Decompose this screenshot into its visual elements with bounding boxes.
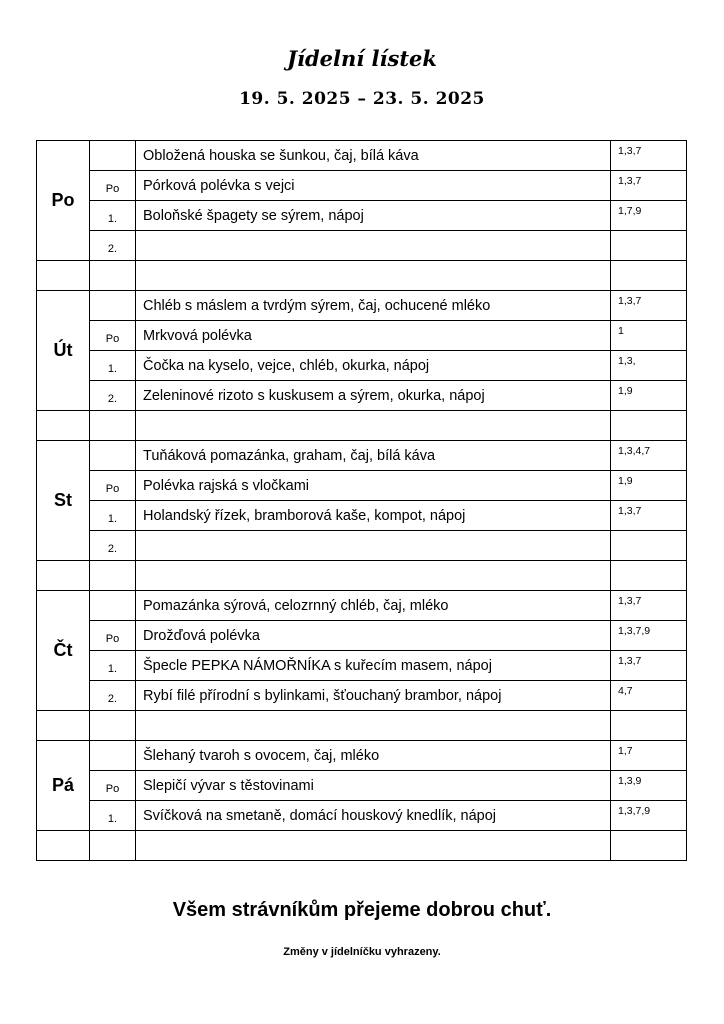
meal-type: 1.	[90, 501, 136, 531]
empty-cell	[37, 411, 90, 441]
meal-type: 1.	[90, 351, 136, 381]
allergens: 1,3,7,9	[611, 801, 687, 831]
meal-type: Po	[90, 771, 136, 801]
day-label: St	[37, 441, 90, 561]
meal-type: Po	[90, 321, 136, 351]
empty-cell	[37, 711, 90, 741]
meal-type: Po	[90, 621, 136, 651]
meal-type	[90, 441, 136, 471]
date-range: 19. 5. 2025 – 23. 5. 2025	[239, 89, 485, 109]
allergens: 1,3,9	[611, 771, 687, 801]
meal-type: 1.	[90, 651, 136, 681]
menu-title: Jídelní lístek	[287, 46, 437, 71]
allergens: 1,3,7,9	[611, 621, 687, 651]
dish-name: Mrkvová polévka	[136, 321, 611, 351]
dish-name: Polévka rajská s vločkami	[136, 471, 611, 501]
table-row	[37, 381, 687, 411]
allergens: 1,3,7	[611, 291, 687, 321]
menu-table-body	[37, 141, 687, 861]
meal-type: 1.	[90, 201, 136, 231]
allergens	[611, 531, 687, 561]
meal-type: 2.	[90, 231, 136, 261]
table-row	[37, 171, 687, 201]
table-row	[37, 351, 687, 381]
allergens: 1	[611, 321, 687, 351]
empty-cell	[90, 411, 136, 441]
allergens: 1,3,7	[611, 501, 687, 531]
empty-cell	[37, 561, 90, 591]
meal-type: 2.	[90, 531, 136, 561]
meal-type: 2.	[90, 681, 136, 711]
allergens: 1,7	[611, 741, 687, 771]
table-row	[37, 201, 687, 231]
meal-type	[90, 591, 136, 621]
allergens: 1,3,7	[611, 171, 687, 201]
table-row	[37, 441, 687, 471]
table-row	[37, 621, 687, 651]
dish-name: Pórková polévka s vejci	[136, 171, 611, 201]
empty-cell	[611, 261, 687, 291]
table-row	[37, 501, 687, 531]
table-row	[37, 531, 687, 561]
separator-row	[37, 261, 687, 291]
empty-cell	[37, 261, 90, 291]
table-row	[37, 321, 687, 351]
separator-row	[37, 711, 687, 741]
empty-cell	[90, 711, 136, 741]
closing-wish: Všem strávníkům přejeme dobrou chuť.	[172, 899, 552, 921]
empty-cell	[136, 711, 611, 741]
day-label: Po	[37, 141, 90, 261]
allergens: 1,3,	[611, 351, 687, 381]
dish-name: Svíčková na smetaně, domácí houskový knedlík, nápoj	[136, 801, 611, 831]
table-row	[37, 231, 687, 261]
dish-name: Chléb s máslem a tvrdým sýrem, čaj, ochucené mléko	[136, 291, 611, 321]
meal-type: Po	[90, 171, 136, 201]
meal-type: 1.	[90, 801, 136, 831]
meal-type	[90, 741, 136, 771]
changes-note: Změny v jídelníčku vyhrazeny.	[283, 946, 441, 958]
table-row	[37, 291, 687, 321]
table-row	[37, 801, 687, 831]
allergens: 4,7	[611, 681, 687, 711]
empty-cell	[37, 831, 90, 861]
separator-row	[37, 561, 687, 591]
day-label: Pá	[37, 741, 90, 831]
empty-cell	[136, 261, 611, 291]
allergens: 1,3,7	[611, 651, 687, 681]
allergens: 1,3,7	[611, 591, 687, 621]
allergens: 1,9	[611, 381, 687, 411]
separator-row	[37, 411, 687, 441]
empty-cell	[611, 561, 687, 591]
table-row	[37, 141, 687, 171]
day-label: Út	[37, 291, 90, 411]
meal-type: Po	[90, 471, 136, 501]
meal-type	[90, 141, 136, 171]
table-row	[37, 591, 687, 621]
dish-name: Pomazánka sýrová, celozrnný chléb, čaj, mléko	[136, 591, 611, 621]
table-row	[37, 651, 687, 681]
allergens: 1,9	[611, 471, 687, 501]
dish-name	[136, 231, 611, 261]
meal-type	[90, 291, 136, 321]
allergens: 1,3,7	[611, 141, 687, 171]
empty-cell	[136, 411, 611, 441]
empty-cell	[90, 561, 136, 591]
day-label: Čt	[37, 591, 90, 711]
meal-type: 2.	[90, 381, 136, 411]
table-row	[37, 771, 687, 801]
table-row	[37, 681, 687, 711]
empty-cell	[90, 261, 136, 291]
allergens: 1,7,9	[611, 201, 687, 231]
empty-cell	[90, 831, 136, 861]
allergens: 1,3,4,7	[611, 441, 687, 471]
dish-name: Zeleninové rizoto s kuskusem a sýrem, okurka, nápoj	[136, 381, 611, 411]
dish-name: Rybí filé přírodní s bylinkami, šťouchaný brambor, nápoj	[136, 681, 611, 711]
dish-name: Čočka na kyselo, vejce, chléb, okurka, nápoj	[136, 351, 611, 381]
weekly-menu-table	[36, 140, 687, 861]
dish-name: Šlehaný tvaroh s ovocem, čaj, mléko	[136, 741, 611, 771]
empty-cell	[611, 831, 687, 861]
dish-name: Drožďová polévka	[136, 621, 611, 651]
allergens	[611, 231, 687, 261]
empty-cell	[136, 831, 611, 861]
dish-name	[136, 531, 611, 561]
dish-name: Holandský řízek, bramborová kaše, kompot, nápoj	[136, 501, 611, 531]
separator-row	[37, 831, 687, 861]
table-row	[37, 471, 687, 501]
dish-name: Tuňáková pomazánka, graham, čaj, bílá káva	[136, 441, 611, 471]
dish-name: Obložená houska se šunkou, čaj, bílá káva	[136, 141, 611, 171]
empty-cell	[611, 411, 687, 441]
dish-name: Slepičí vývar s těstovinami	[136, 771, 611, 801]
empty-cell	[136, 561, 611, 591]
dish-name: Špecle PEPKA NÁMOŘNÍKA s kuřecím masem, nápoj	[136, 651, 611, 681]
table-row	[37, 741, 687, 771]
dish-name: Boloňské špagety se sýrem, nápoj	[136, 201, 611, 231]
empty-cell	[611, 711, 687, 741]
